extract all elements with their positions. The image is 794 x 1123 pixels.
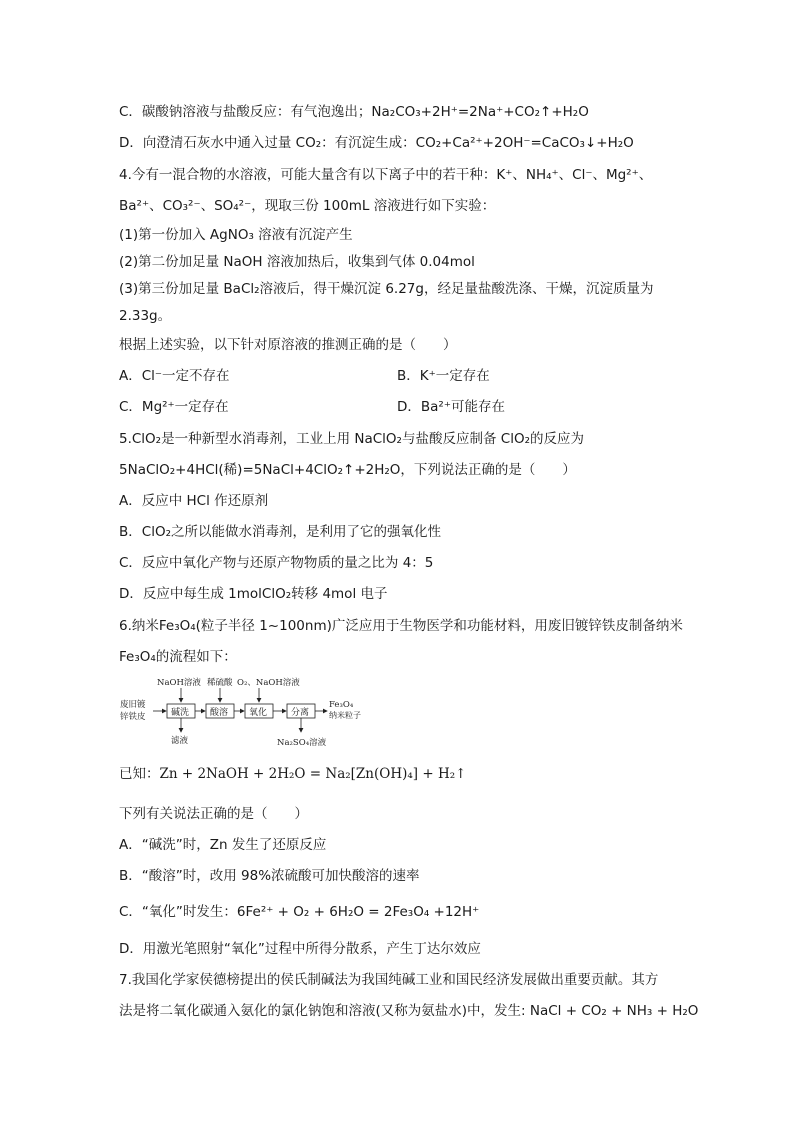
flow-step-oxidize: 氧化 [249,708,268,718]
q6-known-equation: 已知：Zn + 2NaOH + 2H₂O = Na₂[Zn(OH)₄] + H₂↑ [119,766,467,782]
q7-stem-line2: 法是将二氧化碳通入氨化的氯化钠饱和溶液(又称为氨盐水)中，发生: NaCl + CO₂ + NH₃ + H₂O [119,1003,699,1019]
flow-product-line1: Fe₃O₄ [329,700,354,710]
q4-option-b: B．K⁺一定存在 [397,368,490,384]
q4-stem-line2: Ba²⁺、CO₃²⁻、SO₄²⁻，现取三份 100mL 溶液进行如下实验： [119,198,496,214]
q6-flow-diagram [119,676,361,752]
q6-option-a: A．“碱洗”时，Zn 发生了还原反应 [119,837,327,853]
q3-option-d: D．向澄清石灰水中通入过量 CO₂：有沉淀生成：CO₂+Ca²⁺+2OH⁻=CaCO₃↓+H₂O [119,135,634,151]
flow-input-line1: 废旧镀 [120,700,146,710]
q5-option-a: A．反应中 HCl 作还原剂 [119,493,269,509]
flow-step-acid-dissolve: 酸溶 [210,708,229,718]
q7-stem-line1: 7.我国化学家侯德榜提出的侯氏制碱法为我国纯碱工业和国民经济发展做出重要贡献。其方 [119,972,659,988]
q5-option-d: D．反应中每生成 1molClO₂转移 4mol 电子 [119,586,388,602]
q5-stem-line2: 5NaClO₂+4HCl(稀)=5NaCl+4ClO₂↑+2H₂O，下列说法正确的是（ ） [119,462,576,478]
q4-experiment-3-line2: 2.33g。 [119,308,172,324]
q5-stem-line1: 5.ClO₂是一种新型水消毒剂，工业上用 NaClO₂与盐酸反应制备 ClO₂的反应为 [119,431,584,447]
q6-stem-line1: 6.纳米Fe₃O₄(粒子半径 1~100nm)广泛应用于生物医学和功能材料，用废旧镀锌铁皮制备纳米 [119,618,683,634]
q5-option-c: C．反应中氧化产物与还原产物物质的量之比为 4：5 [119,555,434,571]
flow-output-filtrate: 滤液 [171,736,189,746]
q6-option-b: B．“酸溶”时，改用 98%浓硫酸可加快酸溶的速率 [119,868,420,884]
q4-question: 根据上述实验，以下针对原溶液的推测正确的是（ ） [119,337,457,353]
flow-product-line2: 纳米粒子 [329,711,361,720]
q6-question: 下列有关说法正确的是（ ） [119,806,308,822]
q4-experiment-3-line1: (3)第三份加足量 BaCl₂溶液后，得干燥沉淀 6.27g，经足量盐酸洗涤、干燥，沉淀质量为 [119,281,654,297]
q4-stem-line1: 4.今有一混合物的水溶液，可能大量含有以下离子中的若干种：K⁺、NH₄⁺、Cl⁻、Mg²⁺、 [119,167,653,183]
q5-option-b: B．ClO₂之所以能做水消毒剂，是利用了它的强氧化性 [119,524,441,540]
q4-option-c: C．Mg²⁺一定存在 [119,399,229,415]
flow-step-alkali-wash: 碱洗 [171,708,190,718]
flow-input-line2: 锌铁皮 [120,712,146,722]
q6-option-c: C．“氧化”时发生：6Fe²⁺ + O₂ + 6H₂O = 2Fe₃O₄ +12H⁺ [119,904,480,920]
flow-step-separate: 分离 [291,708,310,718]
q4-option-d: D．Ba²⁺可能存在 [397,399,505,415]
flow-output-na2so4: Na₂SO₄溶液 [277,738,327,748]
flow-reagent-naoh: NaOH溶液 [157,678,201,688]
q4-option-a: A．Cl⁻一定不存在 [119,368,230,384]
q4-experiment-2: (2)第二份加足量 NaOH 溶液加热后，收集到气体 0.04mol [119,254,475,270]
q3-option-c: C．碳酸钠溶液与盐酸反应：有气泡逸出；Na₂CO₃+2H⁺=2Na⁺+CO₂↑+H₂O [119,104,589,120]
flow-reagent-o2-naoh: O₂、NaOH溶液 [237,678,300,688]
q6-stem-line2: Fe₃O₄的流程如下： [119,649,237,665]
q4-experiment-1: (1)第一份加入 AgNO₃ 溶液有沉淀产生 [119,227,353,243]
flow-reagent-dilute-h2so4: 稀硫酸 [207,678,233,688]
q6-option-d: D．用激光笔照射“氧化”过程中所得分散系，产生丁达尔效应 [119,941,481,957]
